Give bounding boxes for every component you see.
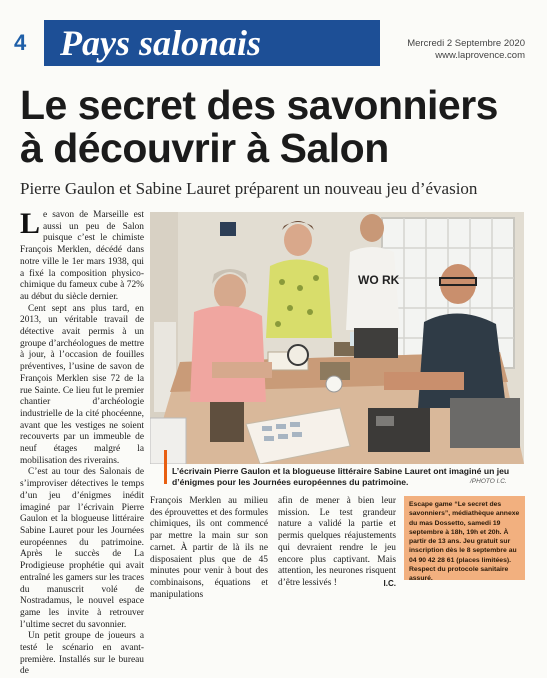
lead: Pierre Gaulon et Sabine Lauret préparent un nouveau jeu d’évasion xyxy=(20,179,478,198)
caption-accent-bar xyxy=(164,450,167,484)
paragraph-2: Cent sept ans plus tard, en 2013, un véritable travail de détective avait permis à un groupe d’archéologues de mettre à jour, à l’occasion de fouilles préventives, l’usine de savon de François Merklen sise 72 de la rue Sainte. Ce lieu fut le premier chantier d’archéologie industrielle de la cité phocéenne, avant que les vestiges ne soient recouverts par un immeuble de neuf étages malgré la mobilisation des riverains. xyxy=(20,303,144,466)
photo-illustration xyxy=(150,212,524,464)
paragraph-4: Un petit groupe de joueurs a testé le scénario en avant-première. Installés sur le bureau de xyxy=(20,631,144,677)
site-url[interactable]: www.laprovence.com xyxy=(435,50,525,61)
article-column-middle xyxy=(150,496,268,601)
issue-date: Mercredi 2 Septembre 2020 xyxy=(407,38,525,49)
paragraph-3: C’est au tour des Salonais de s’improviser détectives le temps d’un jeu d’énigmes inédit imaginé par l’écrivain Pierre Gaulon et la blogueuse littéraire Sabine Lauret pour les Journées européennes du patrimoine. Après le succès de La Prodigieuse prophétie qui avait entraîné les gamers sur les traces du manuscrit volé de Nostradamus, le nouvel espace game les invite à retrouver l’ultime secret du savonnier. xyxy=(20,467,144,630)
page-number: 4 xyxy=(14,30,27,55)
section-title: Pays salonais xyxy=(60,23,262,63)
headline-line-1: Le secret des savonniers xyxy=(20,82,498,128)
headline xyxy=(20,84,530,170)
article-column-left xyxy=(20,207,144,678)
shirt-print: WO RK xyxy=(358,273,400,287)
article-photo xyxy=(150,212,524,464)
paragraph-5: François Merklen au milieu des éprouvettes et des formules chimiques, ils ont commencé par mettre la main sur son carnet. À partir de là ils ne disposaient plus que de 45 minutes pour venir à bout des combinaisons, équations et manipulations xyxy=(150,496,268,600)
paragraph-1: Le savon de Marseille est aussi un peu de Salon puisque c’est le chimiste François Merklen, décédé dans notre ville le 1er mars 1938, qui a fixé la composition physico-chimique du fameux cube à 72% au début du siècle dernier. xyxy=(20,207,144,302)
photo-caption: L’écrivain Pierre Gaulon et la blogueuse littéraire Sabine Lauret ont imaginé un jeu d’énigmes pour les Journées européennes du patrimoine. xyxy=(172,466,510,487)
drop-cap: L xyxy=(20,207,41,240)
author-signature: I.C. xyxy=(383,578,396,588)
paragraph-6: afin de mener à bien leur mission. Le test grandeur nature a validé la partie et permis quelques réajustements qui devraient rendre le jeu encore plus captivant. Mais attention, les neurones risquent d’être lessivés ! I.C. xyxy=(278,496,396,588)
photo-credit: /PHOTO I.C. xyxy=(470,478,507,485)
article-column-right xyxy=(278,496,396,590)
info-box-text: Escape game “Le secret des savonniers”, médiathèque annexe du mas Dossetto, samedi 19 septembre à 18h, 19h et 20h. À partir de 13 ans. Jeu gratuit sur inscription dès le 8 septembre au 04 90 42 28 61 (places limitées). Respect du protocole sanitaire assuré. xyxy=(409,501,520,583)
headline-line-2: à découvrir à Salon xyxy=(20,125,389,171)
